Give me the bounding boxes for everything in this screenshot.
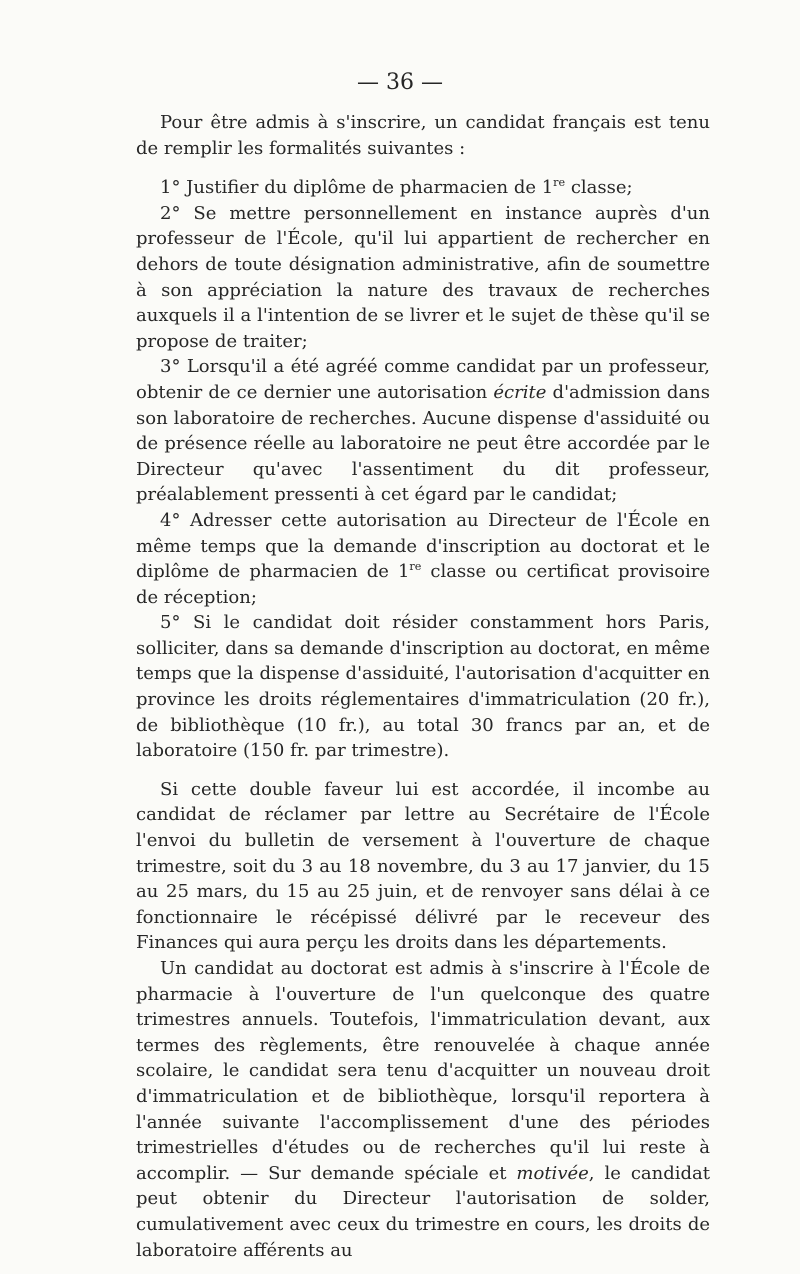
- requirement-4-paragraph: [136, 508, 710, 610]
- requirement-3-paragraph: [136, 354, 710, 508]
- intro-paragraph: Pour être admis à s'inscrire, un candidat français est tenu de remplir les formalités suivantes :: [136, 112, 710, 159]
- page-number: — 36 —: [357, 70, 443, 95]
- requirement-4-text: 4° Adresser cette autorisation au Directeur de l'École en même temps que la demande d'inscription au doctorat et le diplôme de pharmacien de 1: [136, 509, 710, 583]
- requirement-3-text-end: d'admission dans son laboratoire de recherches. Aucune dispense d'assiduité ou de présence réelle au laboratoire ne peut être accordée par le Directeur qu'avec l'assentiment du dit professeur, préalablement pressenti à cet égard par le candidat;: [136, 381, 710, 506]
- doctorat-text: Un candidat au doctorat est admis à s'inscrire à l'École de pharmacie à l'ouverture de l'un quelconque des quatre trimestres annuels. Toutefois, l'immatriculation devant, aux termes des règlements, être renouvelée à chaque année scolaire, le candidat sera tenu d'acquitter un nouveau droit d'immatriculation et de bibliothèque, lorsqu'il reportera à l'année suivante l'accomplissement d'une des périodes trimestrielles d'études ou de recherches qu'il lui reste à accomplir. — Sur demande spéciale et: [136, 958, 710, 1184]
- requirement-2-paragraph: 2° Se mettre personnellement en instance auprès d'un professeur de l'École, qu'il lui appartient de rechercher en dehors de toute désignation administrative, afin de soumettre à son appréciation la nature des travaux de recherches auxquels il a l'intention de se livrer et le sujet de thèse qu'il se propose de traiter;: [136, 202, 710, 352]
- faveur-paragraph: Si cette double faveur lui est accordée, il incombe au candidat de réclamer par lettre au Secrétaire de l'École l'envoi du bulletin de versement à l'ouverture de chaque trimestre, soit du 3 au 18 novembre, du 3 au 17 janvier, du 15 au 25 mars, du 15 au 25 juin, et de renvoyer sans délai à ce fonctionnaire le récépissé délivré par le receveur des Finances qui aura perçu les droits dans les départements.: [136, 778, 710, 954]
- requirement-5-paragraph: 5° Si le candidat doit résider constamment hors Paris, solliciter, dans sa demande d'inscription au doctorat, en même temps que la dispense d'assiduité, l'autorisation d'acquitter en province les droits réglementaires d'immatriculation (20 fr.), de bibliothèque (10 fr.), au total 30 francs par an, et de laboratoire (150 fr. par trimestre).: [136, 612, 710, 762]
- requirement-1-paragraph: [136, 175, 710, 201]
- doctorat-paragraph: [136, 956, 710, 1263]
- body-text: [136, 110, 710, 1263]
- requirement-1-text: 1° Justifier du diplôme de pharmacien de 1: [160, 177, 554, 199]
- requirement-3-italic-word: écrite: [493, 381, 547, 403]
- doctorat-text-end: , le candidat peut obtenir du Directeur l'autorisation de solder, cumulativement avec ceux du trimestre en cours, les droits de laboratoire afférents au: [136, 1162, 710, 1261]
- requirement-4-superscript: re: [409, 560, 422, 574]
- requirement-1-superscript: re: [553, 176, 566, 190]
- requirement-1-text-end: classe;: [565, 177, 633, 199]
- requirement-4-text-end: classe ou certificat provisoire de réception;: [136, 561, 711, 608]
- requirement-3-text: 3° Lorsqu'il a été agréé comme candidat par un professeur, obtenir de ce dernier une autorisation: [136, 356, 710, 403]
- doctorat-italic-word: motivée: [516, 1162, 589, 1184]
